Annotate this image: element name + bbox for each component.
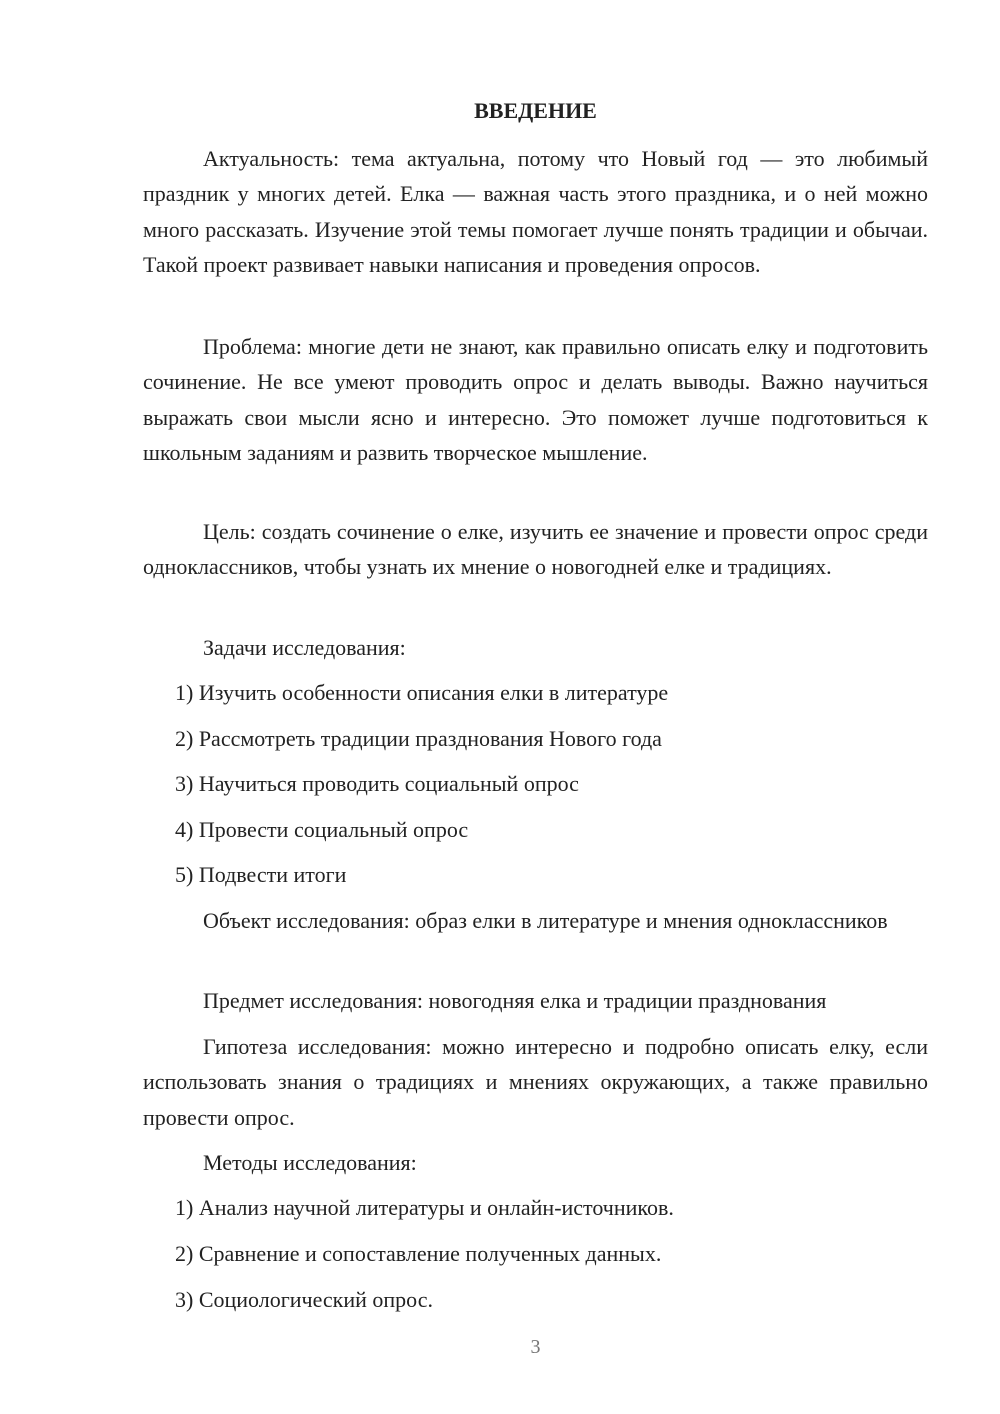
task-item-5: 5) Подвести итоги — [175, 862, 347, 887]
hypothesis-paragraph: Гипотеза исследования: можно интересно и подробно описать елку, если использовать знания о традициях и мнениях окружающих, а также правильно провести опрос. — [143, 1034, 928, 1130]
task-item-3: 3) Научиться проводить социальный опрос — [175, 771, 579, 796]
problem-paragraph: Проблема: многие дети не знают, как правильно описать елку и подготовить сочинение. Не все умеют проводить опрос и делать выводы. Важно научиться выражать свои мысли ясно и интересно. Это поможет лучше подготовиться к школьным заданиям и развить творческое мышление. — [143, 334, 928, 465]
goal-paragraph: Цель: создать сочинение о елке, изучить ее значение и провести опрос среди одноклассников, чтобы узнать их мнение о новогодней елке и традициях. — [143, 519, 928, 580]
tasks-heading: Задачи исследования: — [203, 635, 406, 660]
method-item-2: 2) Сравнение и сопоставление полученных данных. — [175, 1241, 662, 1266]
task-item-4: 4) Провести социальный опрос — [175, 817, 469, 842]
section-title: ВВЕДЕНИЕ — [474, 98, 597, 123]
object-paragraph: Объект исследования: образ елки в литературе и мнения одноклассников — [203, 908, 888, 933]
document-page — [143, 0, 928, 1414]
method-item-3: 3) Социологический опрос. — [175, 1287, 433, 1312]
page-number: 3 — [530, 1336, 541, 1358]
relevance-paragraph: Актуальность: тема актуальна, потому что Новый год — это любимый праздник у многих детей. Елка — важная часть этого праздника, и о ней можно много рассказать. Изучение этой темы помогает лучше понять традиции и обычаи. Такой проект развивает навыки написания и проведения опросов. — [143, 146, 928, 277]
task-item-2: 2) Рассмотреть традиции празднования Нового года — [175, 726, 662, 751]
task-item-1: 1) Изучить особенности описания елки в литературе — [175, 680, 669, 705]
method-item-1: 1) Анализ научной литературы и онлайн-источников. — [175, 1195, 674, 1220]
subject-paragraph: Предмет исследования: новогодняя елка и традиции празднования — [203, 988, 827, 1013]
methods-heading: Методы исследования: — [203, 1150, 417, 1175]
